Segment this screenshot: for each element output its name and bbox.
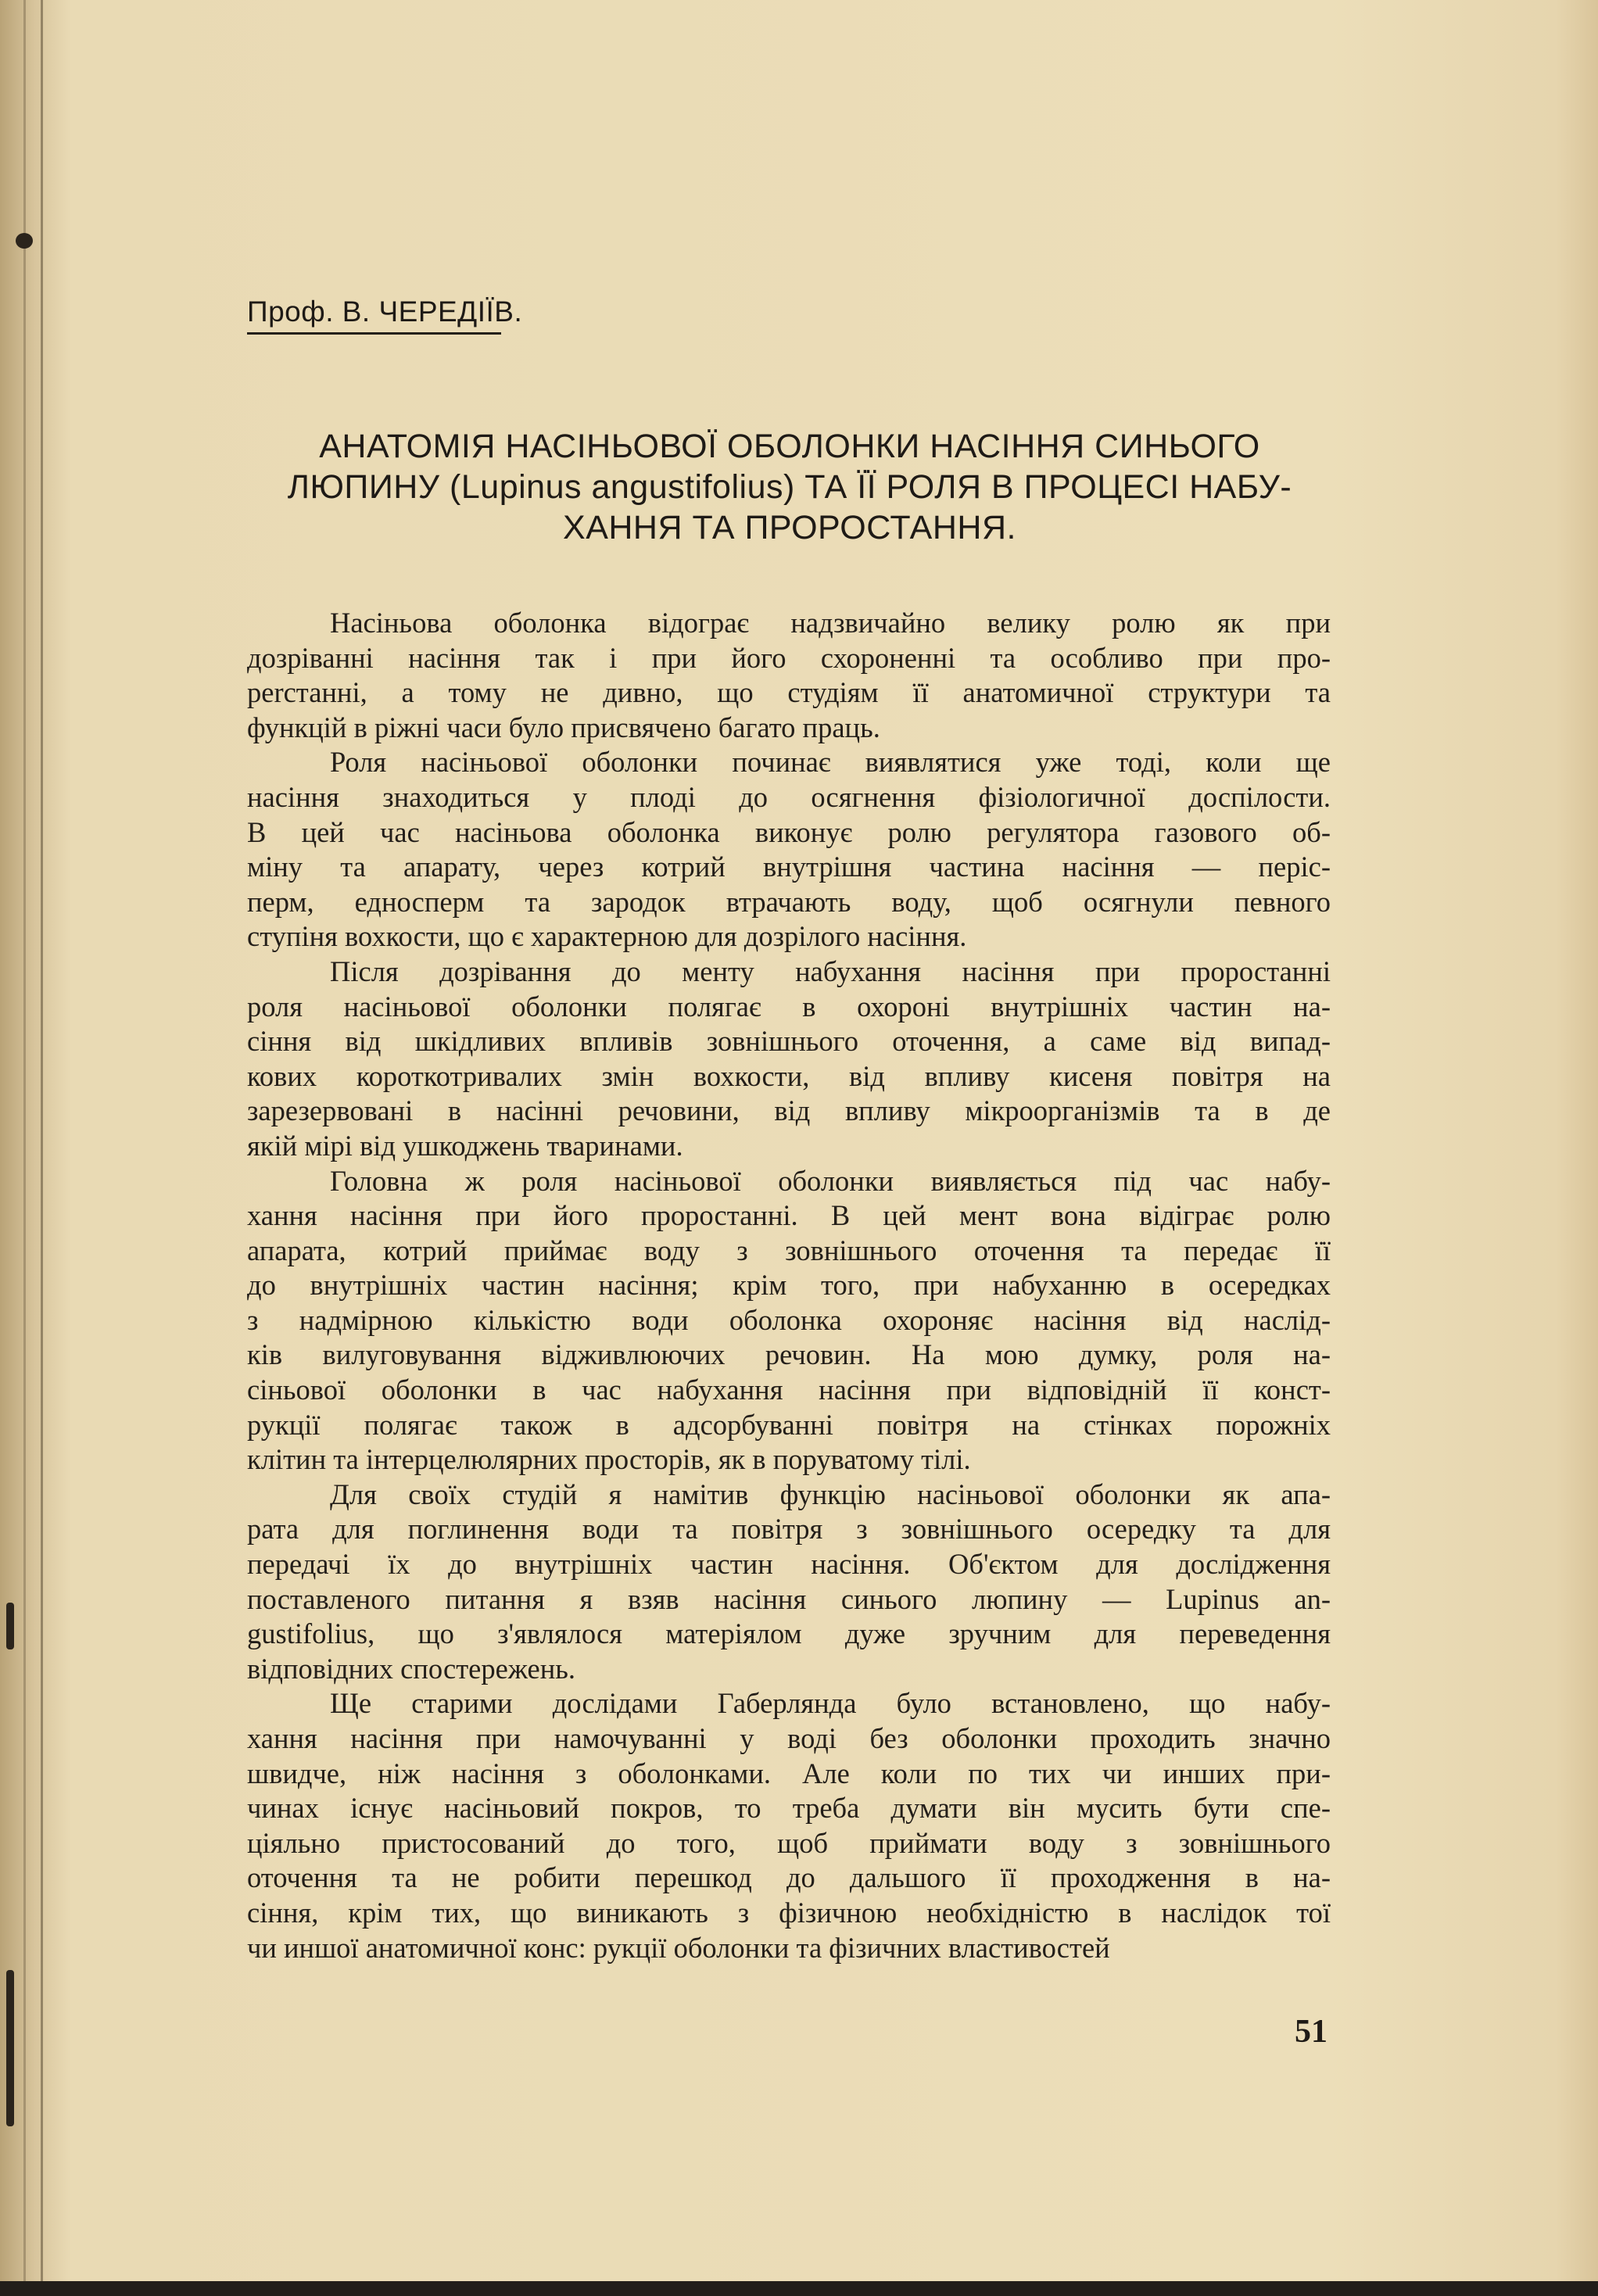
text-line: чи иншої анатомичної конс: рукції оболонки та фізичних властивостей: [247, 1931, 1110, 1964]
text-line: ступіня вохкости, що є характерною для дозрілого насіння.: [247, 920, 967, 953]
binding-edge-shadow: [23, 0, 26, 2283]
title-line: ХАННЯ ТА ПРОРОСТАННЯ.: [563, 509, 1016, 546]
text-line: Роля насіньової оболонки починає виявлятися уже тоді, коли ще: [330, 746, 1331, 779]
text-line: рукції полягає також в адсорбуванні повітря на стінках порожніх: [247, 1408, 1331, 1441]
paragraph: [247, 606, 1331, 745]
text-line: насіння знаходиться у плоді до осягнення фізіологичної доспілости.: [247, 780, 1331, 813]
text-line: до внутрішніх частин насіння; крім того, при набуханню в осередках: [247, 1269, 1331, 1302]
text-line: хання насіння при його проростанні. В цей мент вона відіграє ролю: [247, 1199, 1331, 1232]
paragraph: [247, 1478, 1331, 1687]
author-underline: [247, 332, 501, 335]
text-line: з надмірною кількістю води оболонка охороняє насіння від наслід-: [247, 1303, 1331, 1336]
binding-edge: [41, 0, 43, 2283]
page-number: 51: [1295, 2014, 1327, 2050]
author-name: Проф. В. ЧЕРЕДІЇВ.: [247, 296, 523, 328]
text-line: апарата, котрий приймає воду з зовнішнього оточення та передає її: [247, 1234, 1331, 1266]
text-line: percтанні, а тому не дивно, що студіям її анатомичної структури та: [247, 676, 1331, 709]
text-line: В цей час насіньова оболонка виконує ролю регулятора газового об-: [247, 815, 1331, 848]
text-line: рата для поглинення води та повітря з зовнішнього осередку та для: [247, 1513, 1331, 1546]
paragraph: [247, 1686, 1331, 1965]
text-line: клітин та інтерцелюлярних просторів, як в поруватому тілі.: [247, 1443, 971, 1476]
text-line: якій мірі від ушкоджень тваринами.: [247, 1129, 683, 1162]
text-line: хання насіння при намочуванні у воді без оболонки проходить значно: [247, 1722, 1331, 1754]
binding-mark: [16, 233, 33, 249]
text-line: сіньової оболонки в час набухання насіння при відповідній її конст-: [247, 1374, 1331, 1406]
title-line: ЛЮПИНУ (Lupinus angustifolius) ТА ЇЇ РОЛЯ В ПРОЦЕСІ НАБУ-: [287, 468, 1292, 506]
paragraph: [247, 955, 1331, 1164]
text-line: передачі їх до внутрішніх частин насіння. Об'єктом для дослідження: [247, 1548, 1331, 1581]
text-line: роля насіньової оболонки полягає в охороні внутрішніх частин на-: [247, 990, 1331, 1023]
text-line: Головна ж роля насіньової оболонки виявляється під час набу-: [330, 1164, 1331, 1197]
text-line: зарезервовані в насінні речовини, від впливу мікроорганізмів та в де: [247, 1094, 1331, 1127]
title-line: АНАТОМІЯ НАСІНЬОВОЇ ОБОЛОНКИ НАСІННЯ СИНЬОГО: [319, 428, 1260, 465]
text-line: дозріванні насіння так і при його схороненні та особливо при про-: [247, 641, 1331, 674]
text-line: функцій в ріжні часи було присвячено багато праць.: [247, 711, 880, 743]
binding-clip: [6, 1603, 14, 1649]
text-line: відповідних спостережень.: [247, 1652, 576, 1685]
scan-bottom-edge: [0, 2281, 1598, 2296]
text-line: міну та апарату, через котрий внутрішня частина насіння — періс-: [247, 851, 1331, 883]
text-line: Насіньова оболонка відограє надзвичайно велику ролю як при: [330, 607, 1331, 639]
text-line: Після дозрівання до менту набухання насіння при проростанні: [330, 955, 1331, 987]
text-line: чинах існує насіньовий покров, то треба думати він мусить бути спе-: [247, 1792, 1331, 1825]
text-line: сіння від шкідливих впливів зовнішнього оточення, а саме від випад-: [247, 1025, 1331, 1058]
text-line: кових короткотривалих змін вохкости, від впливу кисеня повітря на: [247, 1059, 1331, 1092]
article-title: [235, 426, 1345, 548]
text-line: ків вилуговування відживлюючих речовин. На мою думку, роля на-: [247, 1338, 1331, 1371]
paragraph: [247, 745, 1331, 955]
text-line: сіння, крім тих, що виникають з фізичною необхідністю в наслідок тої: [247, 1896, 1331, 1929]
text-line: Ще старими дослідами Габерлянда було встановлено, що набу-: [330, 1687, 1331, 1720]
binding-clip: [6, 1970, 14, 2126]
text-line: швидче, ніж насіння з оболонками. Але коли по тих чи инших при-: [247, 1757, 1331, 1789]
text-line: gustifolius, що з'являлося матеріялом дуже зручним для переведення: [247, 1617, 1331, 1650]
paragraph: [247, 1164, 1331, 1478]
text-line: Для своїх студій я намітив функцію насіньової оболонки як апа-: [330, 1478, 1331, 1510]
text-line: ціяльно пристосований до того, щоб приймати воду з зовнішнього: [247, 1826, 1331, 1859]
article-body: [247, 606, 1331, 1965]
text-line: оточення та не робити перешкод до дальшого її проходження в на-: [247, 1861, 1331, 1894]
text-line: перм, едносперм та зародок втрачають воду, щоб осягнули певного: [247, 885, 1331, 918]
text-line: поставленого питання я взяв насіння синього люпину — Lupinus an-: [247, 1582, 1331, 1615]
